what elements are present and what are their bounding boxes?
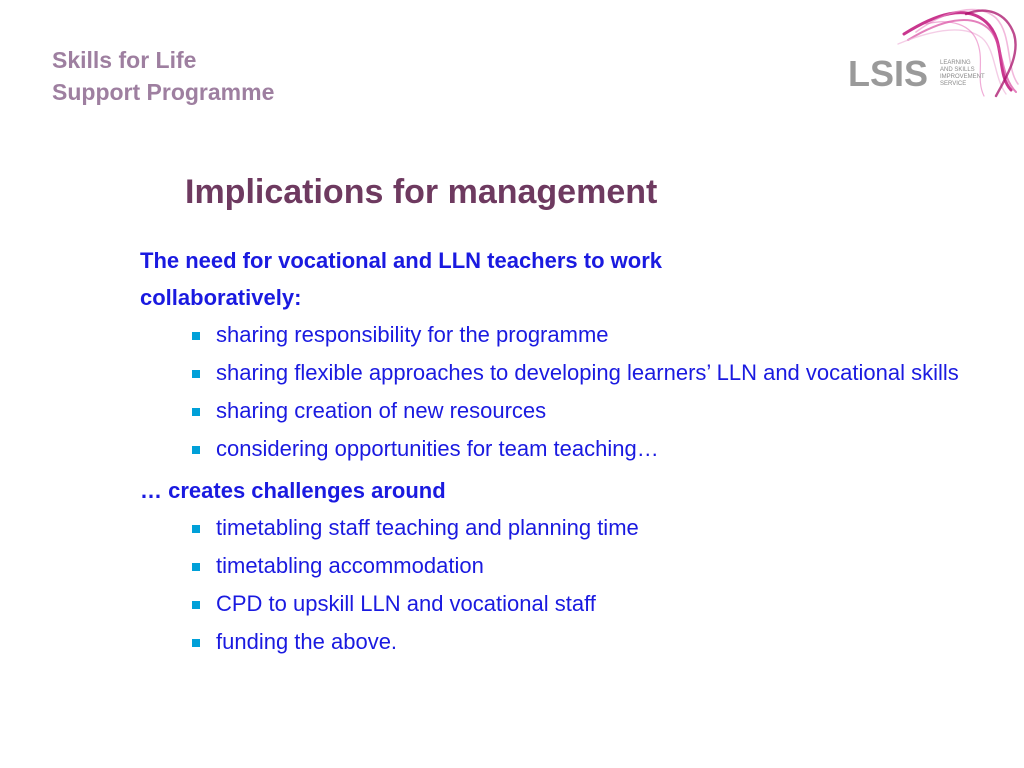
bullet-item [216, 627, 960, 657]
programme-brand [52, 44, 274, 108]
logo-tagline [940, 60, 985, 87]
logo-tagline-3: IMPROVEMENT [940, 74, 985, 80]
bullet-item [216, 513, 960, 543]
bullet-square-icon [192, 332, 200, 340]
bullet-item [216, 589, 960, 619]
bullet-square-icon [192, 563, 200, 571]
intro-line-2: collaboratively: [140, 285, 302, 310]
bullet-item [216, 396, 960, 426]
intro-text [140, 242, 960, 316]
bullet-text: sharing responsibility for the programme [216, 322, 609, 347]
bullet-text: considering opportunities for team teaching… [216, 436, 659, 461]
bullet-text: sharing flexible approaches to developing learners’ LLN and vocational skills [216, 360, 959, 385]
bullet-text: timetabling accommodation [216, 553, 484, 578]
bullet-square-icon [192, 601, 200, 609]
logo-tagline-1: LEARNING [940, 60, 971, 66]
challenges-subheading: … creates challenges around [140, 478, 446, 503]
bullet-text: CPD to upskill LLN and vocational staff [216, 591, 596, 616]
bullet-text: timetabling staff teaching and planning time [216, 515, 639, 540]
bullet-square-icon [192, 525, 200, 533]
bullet-item [216, 320, 960, 350]
logo-wordmark: LSIS [848, 53, 929, 94]
bullet-item [216, 551, 960, 581]
brand-line-1: Skills for Life [52, 47, 197, 73]
bullet-square-icon [192, 370, 200, 378]
bullet-square-icon [192, 408, 200, 416]
logo-tagline-4: SERVICE [940, 81, 967, 87]
challenges-bullets [140, 513, 960, 657]
bullet-square-icon [192, 639, 200, 647]
bullet-text: funding the above. [216, 629, 398, 654]
bullet-item [216, 434, 960, 464]
slide-title: Implications for management [185, 173, 658, 211]
bullet-text: sharing creation of new resources [216, 398, 547, 423]
collaboration-bullets [140, 320, 960, 464]
lsis-logo [846, 4, 1022, 100]
slide-body [140, 242, 960, 665]
logo-tagline-2: AND SKILLS [940, 67, 975, 73]
bullet-square-icon [192, 446, 200, 454]
intro-line-1: The need for vocational and LLN teachers to work [140, 248, 662, 273]
brand-line-2: Support Programme [52, 79, 275, 105]
bullet-item [216, 358, 960, 388]
